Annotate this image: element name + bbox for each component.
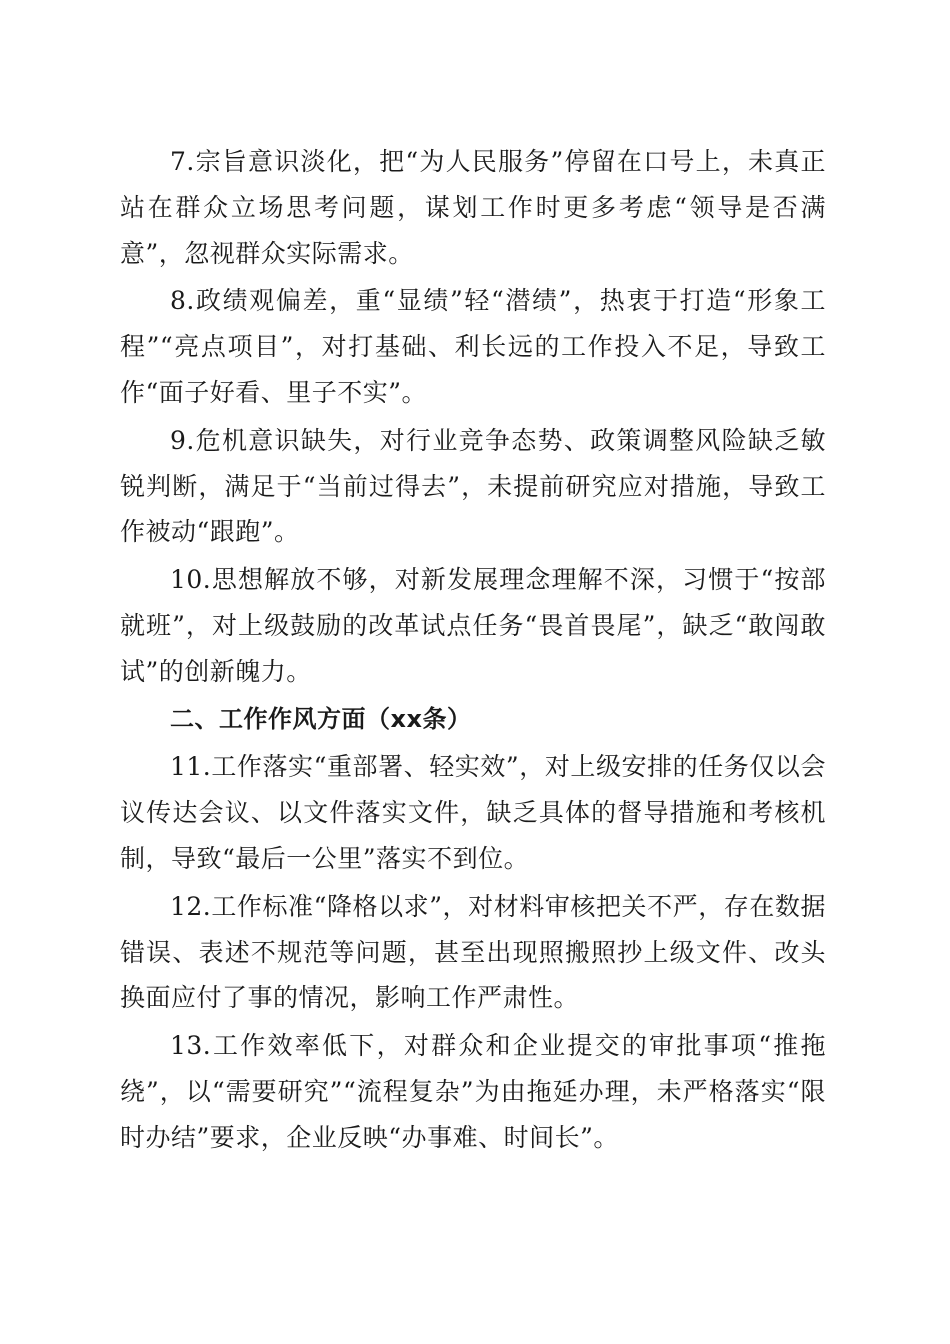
- paragraph-item-8: 8.政绩观偏差，重“显绩”轻“潜绩”，热衷于打造“形象工程”“亮点项目”，对打基础、利长远的工作投入不足，导致工作“面子好看、里子不实”。: [120, 286, 826, 407]
- paragraph-item-12: 12.工作标准“降格以求”，对材料审核把关不严，存在数据错误、表述不规范等问题，甚至出现照搬照抄上级文件、改头换面应付了事的情况，影响工作严肃性。: [120, 891, 826, 1013]
- document-page: [120, 139, 826, 1163]
- paragraph-item-10: 10.思想解放不够，对新发展理念理解不深，习惯于“按部就班”，对上级鼓励的改革试点任务“畏首畏尾”，缺乏“敢闯敢试”的创新魄力。: [120, 565, 826, 686]
- paragraph-item-11: 11.工作落实“重部署、轻实效”，对上级安排的任务仅以会议传达会议、以文件落实文件，缺乏具体的督导措施和考核机制，导致“最后一公里”落实不到位。: [120, 752, 826, 873]
- section-heading: 二、工作作风方面（xx条）: [170, 704, 472, 733]
- paragraph-item-13: 13.工作效率低下，对群众和企业提交的审批事项“推拖绕”，以“需要研究”“流程复杂”为由拖延办理，未严格落实“限时办结”要求，企业反映“办事难、时间长”。: [120, 1031, 826, 1152]
- paragraph-item-7: 7.宗旨意识淡化，把“为人民服务”停留在口号上，未真正站在群众立场思考问题，谋划工作时更多考虑“领导是否满意”，忽视群众实际需求。: [120, 147, 826, 268]
- paragraph-item-9: 9.危机意识缺失，对行业竞争态势、政策调整风险缺乏敏锐判断，满足于“当前过得去”，未提前研究应对措施，导致工作被动“跟跑”。: [120, 425, 826, 547]
